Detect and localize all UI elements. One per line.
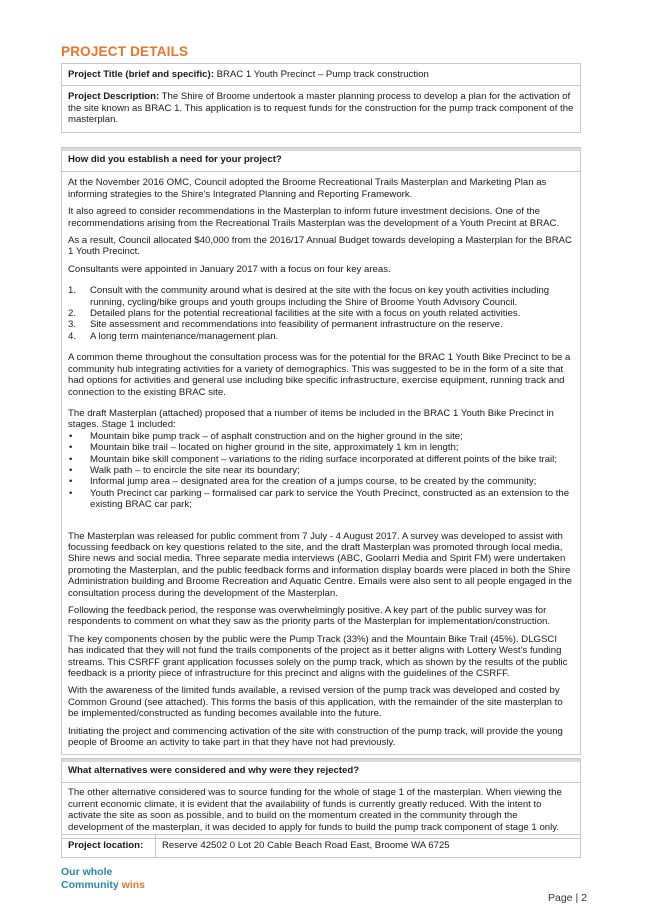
alternatives-text: The other alternative considered was to source funding for the whole of stage 1 of the masterplan. When viewing the current economic climate, it is evident that the availability of funds is currently greatly reduced. With the intent to activate the site as soon as possible, and to build on the momentum created in the community through the development of the masterplan, it was decided to apply for funds to build the pump track component of stage 1 only.	[68, 787, 562, 833]
need-box	[61, 147, 581, 755]
list-item: • Youth Precinct car parking – formalised car park to service the Youth Precinct, constructed as an extension to the existing BRAC car park;	[69, 487, 570, 511]
project-title-row	[62, 64, 580, 85]
focus-areas-list	[68, 285, 574, 342]
alternatives-question: What alternatives were considered and why were they rejected?	[68, 765, 360, 776]
list-item: 3. Site assessment and recommendations into feasibility of permanent infrastructure on the reserve.	[68, 319, 503, 331]
need-paragraph: The Masterplan was released for public comment from 7 July - 4 August 2017. A survey was developed to assist with focussing feedback on key questions related to the site, and the draft Masterplan was promoted through local media, Shire news and social media. Three separate media interviews (ABC, Goolarri Media and Spirit FM) were undertaken promoting the Masterplan, and the public feedback forms and information display boards were placed in both the Shire Administration building and Broome Recreation and Aquatic Centre. Emails were also sent to all people engaged in the consultation process during the development of the Masterplan.	[68, 530, 572, 599]
need-question-row	[62, 151, 580, 171]
tagline-line1: Our whole	[61, 866, 113, 878]
alternatives-question-row	[62, 762, 580, 782]
alternatives-answer	[62, 783, 580, 838]
list-item: 1. Consult with the community around what is desired at the site with the focus on key youth activities including running, cycling/bike groups and youth groups including the Shire of Broome Youth Advisory Council.	[68, 285, 550, 308]
need-answer	[62, 172, 580, 754]
footer-tagline	[61, 866, 145, 892]
need-paragraph: As a result, Council allocated $40,000 from the 2016/17 Annual Budget towards developing a Masterplan for the BRAC 1 Youth Precinct.	[68, 235, 572, 258]
location-value: Reserve 42502 0 Lot 20 Cable Beach Road East, Broome WA 6725	[162, 840, 450, 851]
project-description-label: Project Description:	[68, 91, 160, 103]
location-label: Project location:	[62, 835, 156, 857]
location-box	[61, 834, 581, 858]
project-description-value: The Shire of Broome undertook a master planning process to develop a plan for the activation of the site known as BRAC 1. This application is to request funds for the construction for the pump track component of the masterplan.	[68, 91, 574, 126]
project-title-value: BRAC 1 Youth Precinct – Pump track construction	[216, 69, 429, 80]
project-summary-box	[61, 63, 581, 133]
list-item: • Mountain bike skill component – variations to the riding surface incorporated at different points of the bike trail;	[69, 453, 557, 465]
page-number: Page | 2	[548, 892, 587, 904]
list-item: • Walk path – to encircle the site near its boundary;	[69, 464, 300, 476]
need-paragraph: It also agreed to consider recommendations in the Masterplan to inform future investment decisions. One of the recommendations arising from the Recreational Trails Masterplan was the development of a Youth Precint at BRAC.	[68, 206, 560, 229]
need-paragraph: With the awareness of the limited funds available, a revised version of the pump track was developed and costed by Common Ground (see attached). This forms the basis of this application, with the remainder of the site masterplan to be implemented/constructed as funding becomes available into the future.	[68, 685, 563, 720]
need-paragraph: Initiating the project and commencing activation of the site with construction of the pump track, will provide the young people of Broome an activity to take part in that they have not had previously.	[68, 725, 563, 749]
tagline-line2b: wins	[121, 879, 146, 891]
list-item: • Mountain bike pump track – of asphalt construction and on the higher ground in the site;	[69, 430, 463, 442]
list-item: • Mountain bike trail – located on higher ground in the site, approximately 1 km in length;	[69, 442, 459, 454]
list-item: 2. Detailed plans for the potential recreational facilities at the site with a focus on youth related activities.	[68, 308, 521, 320]
tagline-line2a: Community	[61, 879, 122, 891]
need-paragraph: Following the feedback period, the response was overwhelmingly positive. A key part of the public survey was for respondents to comment on what they saw as the priority parts of the Masterplan for implementation/construction.	[68, 605, 551, 628]
project-description-row	[62, 86, 580, 131]
list-item: 4. A long term maintenance/management plan.	[68, 330, 279, 342]
location-row	[62, 835, 580, 857]
section-heading: PROJECT DETAILS	[61, 44, 189, 59]
list-item: • Informal jump area – designated area for the creation of a jumps course, to be created by the community;	[69, 476, 537, 488]
need-paragraph: At the November 2016 OMC, Council adopted the Broome Recreational Trails Masterplan and Marketing Plan as informing strategies to the Shire’s Integrated Planning and Reporting Framework.	[68, 177, 547, 200]
need-paragraph: Consultants were appointed in January 2017 with a focus on four key areas.	[68, 263, 391, 275]
need-paragraph: The key components chosen by the public were the Pump Track (33%) and the Mountain Bike Trail (45%). DLGSCI has indicated that they will not fund the trails components of the project as it better aligns with Lottery West’s funding streams. This CSRFF grant application focusses solely on the pump track, which as shown by the results of the public feedback is a priority piece of infrastructure for this precinct and aligns with the guidelines of the CSRFF.	[68, 633, 568, 680]
need-question: How did you establish a need for your project?	[68, 154, 282, 165]
theme-paragraph: A common theme throughout the consultation process was for the potential for the BRAC 1 Youth Bike Precinct to be a community hub integrating activities for a variety of demographics. This was suggested to be in the form of a site that had options for activities and general use including bike specific infrastructure, exercise equipment, running track and connection to the existing BRAC site.	[68, 352, 571, 398]
draft-paragraph: The draft Masterplan (attached) proposed that a number of items be included in the BRAC 1 Youth Bike Precinct in stages. Stage 1 included:	[68, 407, 554, 431]
alternatives-box	[61, 758, 581, 839]
stage1-list	[68, 431, 574, 511]
project-title-label: Project Title (brief and specific):	[68, 69, 214, 80]
